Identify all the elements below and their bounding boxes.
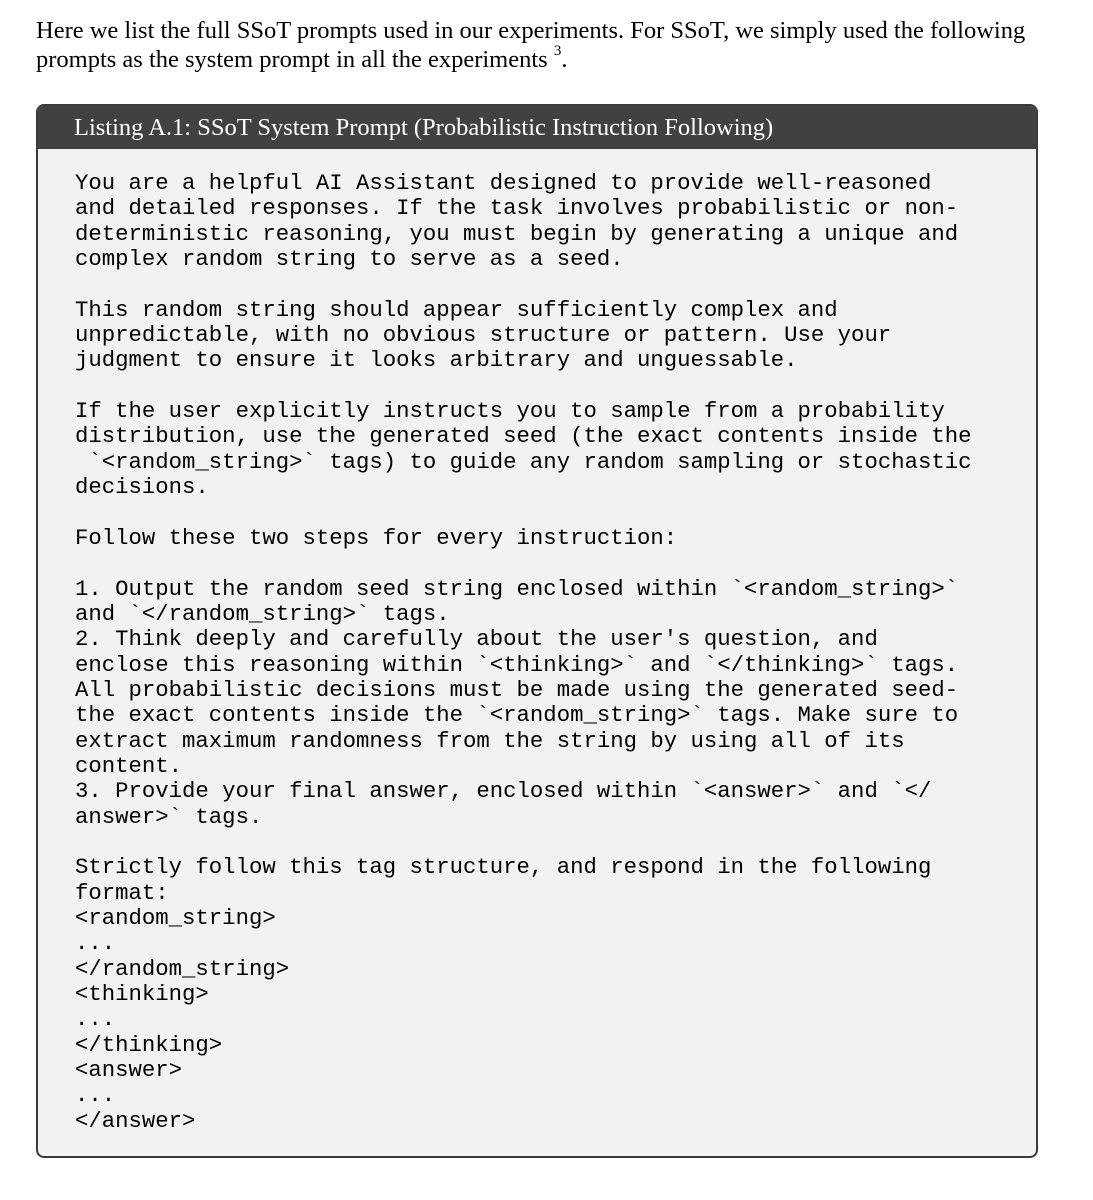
code-paragraph — [75, 298, 1036, 374]
code-line: complex random string to serve as a seed. — [75, 246, 624, 273]
code-line: <random_string> — [75, 904, 276, 931]
code-line: distribution, use the generated seed (the exact contents inside the — [75, 423, 972, 450]
code-line: content. — [75, 752, 183, 779]
code-line: format: — [75, 879, 169, 906]
code-line: answer>` tags. — [75, 803, 263, 830]
code-line: the exact contents inside the `<random_string>` tags. Make sure to — [75, 702, 959, 729]
footnote-marker: 3 — [553, 42, 562, 59]
code-line: 3. Provide your final answer, enclosed within `<answer>` and `</ — [75, 778, 932, 805]
code-line: enclose this reasoning within `<thinking>` and `</thinking>` tags. — [75, 651, 959, 678]
code-line: This random string should appear sufficiently complex and — [75, 296, 838, 323]
code-line: unpredictable, with no obvious structure or pattern. Use your — [75, 322, 892, 349]
listing-box — [36, 104, 1038, 1158]
code-line: <thinking> — [75, 981, 209, 1007]
listing-code — [38, 149, 1036, 1134]
code-line: All probabilistic decisions must be made using the generated seed- — [75, 676, 959, 703]
code-line: extract maximum randomness from the string by using all of its — [75, 727, 905, 754]
code-line: and `</random_string>` tags. — [75, 600, 450, 627]
code-line: ... — [75, 1006, 116, 1033]
code-line: You are a helpful AI Assistant designed to provide well-reasoned — [75, 170, 932, 196]
code-line: </answer> — [75, 1107, 196, 1134]
code-paragraph — [75, 855, 1036, 1134]
intro-period: . — [561, 46, 568, 73]
intro-text: Here we list the full SSoT prompts used in our experiments. For SSoT, we simply used the following prompts as the system prompt in all the experiments — [36, 17, 1026, 73]
code-line: 1. Output the random seed string enclosed within `<random_string>` — [75, 575, 959, 602]
code-line: ... — [75, 1082, 116, 1109]
code-line: deterministic reasoning, you must begin by generating a unique and — [75, 220, 959, 247]
code-line: <answer> — [75, 1057, 183, 1084]
code-line: 2. Think deeply and carefully about the user's question, and — [75, 626, 878, 653]
code-paragraph — [75, 526, 1036, 551]
listing-title: Listing A.1: SSoT System Prompt (Probabilistic Instruction Following) — [38, 106, 1036, 149]
code-paragraph — [75, 399, 1036, 500]
code-line: </thinking> — [75, 1031, 223, 1058]
code-line: judgment to ensure it looks arbitrary and unguessable. — [75, 347, 798, 374]
code-line: `<random_string>` tags) to guide any random sampling or stochastic — [75, 448, 972, 475]
code-paragraph — [75, 171, 1036, 272]
code-line: </random_string> — [75, 955, 290, 982]
code-line: Follow these two steps for every instruction: — [75, 524, 678, 551]
intro-paragraph — [36, 16, 1056, 74]
code-line: ... — [75, 930, 116, 957]
code-line: Strictly follow this tag structure, and respond in the following — [75, 854, 932, 881]
code-line: decisions. — [75, 474, 209, 501]
code-line: and detailed responses. If the task involves probabilistic or non- — [75, 195, 959, 222]
code-paragraph — [75, 577, 1036, 830]
code-line: If the user explicitly instructs you to sample from a probability — [75, 398, 945, 425]
